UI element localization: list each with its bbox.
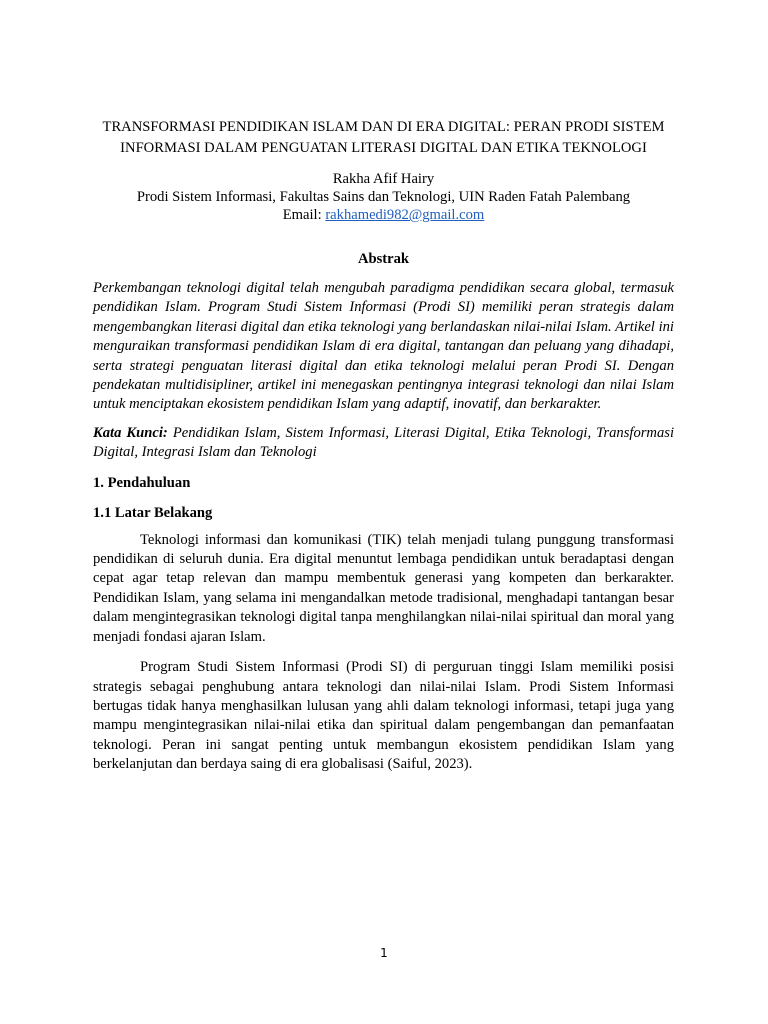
document-page [93,117,674,775]
keywords [93,424,674,463]
page-number: 1 [380,946,388,960]
body-paragraph: Program Studi Sistem Informasi (Prodi SI) di perguruan tinggi Islam memiliki posisi strategis sebagai penghubung antara teknologi dan nilai-nilai Islam. Prodi Sistem Informasi bertugas tidak hanya menghasilkan lulusan yang ahli dalam teknologi informasi, tetapi juga yang mampu mengintegrasikan nilai-nilai etika dan spiritual dalam pengembangan dan pemanfaatan teknologi. Peran ini sangat penting untuk membangun ekosistem pendidikan Islam yang berkelanjutan dan berdaya saing di era globalisasi (Saiful, 2023). [93,659,674,773]
section-heading-pendahuluan: 1. Pendahuluan [93,474,191,491]
author-email-line [93,206,674,224]
body-paragraph: Teknologi informasi dan komunikasi (TIK) telah menjadi tulang punggung transformasi pendidikan di seluruh dunia. Era digital menuntut lembaga pendidikan untuk beradaptasi dengan cepat agar tetap relevan dan mampu membentuk generasi yang kompeten dan berkarakter. Pendidikan Islam, yang selama ini mengandalkan metode tradisional, menghadapi tantangan besar dalam mengintegrasikan teknologi digital tanpa menghilangkan nilai-nilai spiritual dan moral yang menjadi fondasi ajaran Islam. [93,531,674,645]
abstract-text: Perkembangan teknologi digital telah mengubah paradigma pendidikan secara global, termasuk pendidikan Islam. Program Studi Sistem Informasi (Prodi SI) memiliki peran strategis dalam mengembangkan literasi digital dan etika teknologi yang berlandaskan nilai-nilai Islam. Artikel ini menguraikan transformasi pendidikan Islam di era digital, tantangan dan peluang yang dihadapi, serta strategi penguatan literasi digital dan etika teknologi melalui peran Prodi SI. Dengan pendekatan multidisipliner, artikel ini menegaskan pentingnya integrasi teknologi dan nilai Islam untuk menciptakan ekosistem pendidikan Islam yang adaptif, inovatif, dan berkarakter. [93,280,674,413]
subsection-heading-latar-belakang: 1.1 Latar Belakang [93,504,213,521]
author-block [93,170,674,224]
keywords-label: Kata Kunci: [93,424,168,441]
author-affiliation: Prodi Sistem Informasi, Fakultas Sains dan Teknologi, UIN Raden Fatah Palembang [136,189,631,205]
abstract-heading: Abstrak [357,251,410,267]
keywords-text: Pendidikan Islam, Sistem Informasi, Literasi Digital, Etika Teknologi, Transformasi Digital, Integrasi Islam dan Teknologi [93,424,675,461]
author-name: Rakha Afif Hairy [332,171,435,187]
email-label: Email: [282,207,326,223]
document-title: TRANSFORMASI PENDIDIKAN ISLAM DAN DI ERA DIGITAL: PERAN PRODI SISTEM INFORMASI DALAM PENGUATAN LITERASI DIGITAL DAN ETIKA TEKNOLOGI [102,119,665,156]
email-link[interactable]: rakhamedi982@gmail.com [325,207,485,223]
